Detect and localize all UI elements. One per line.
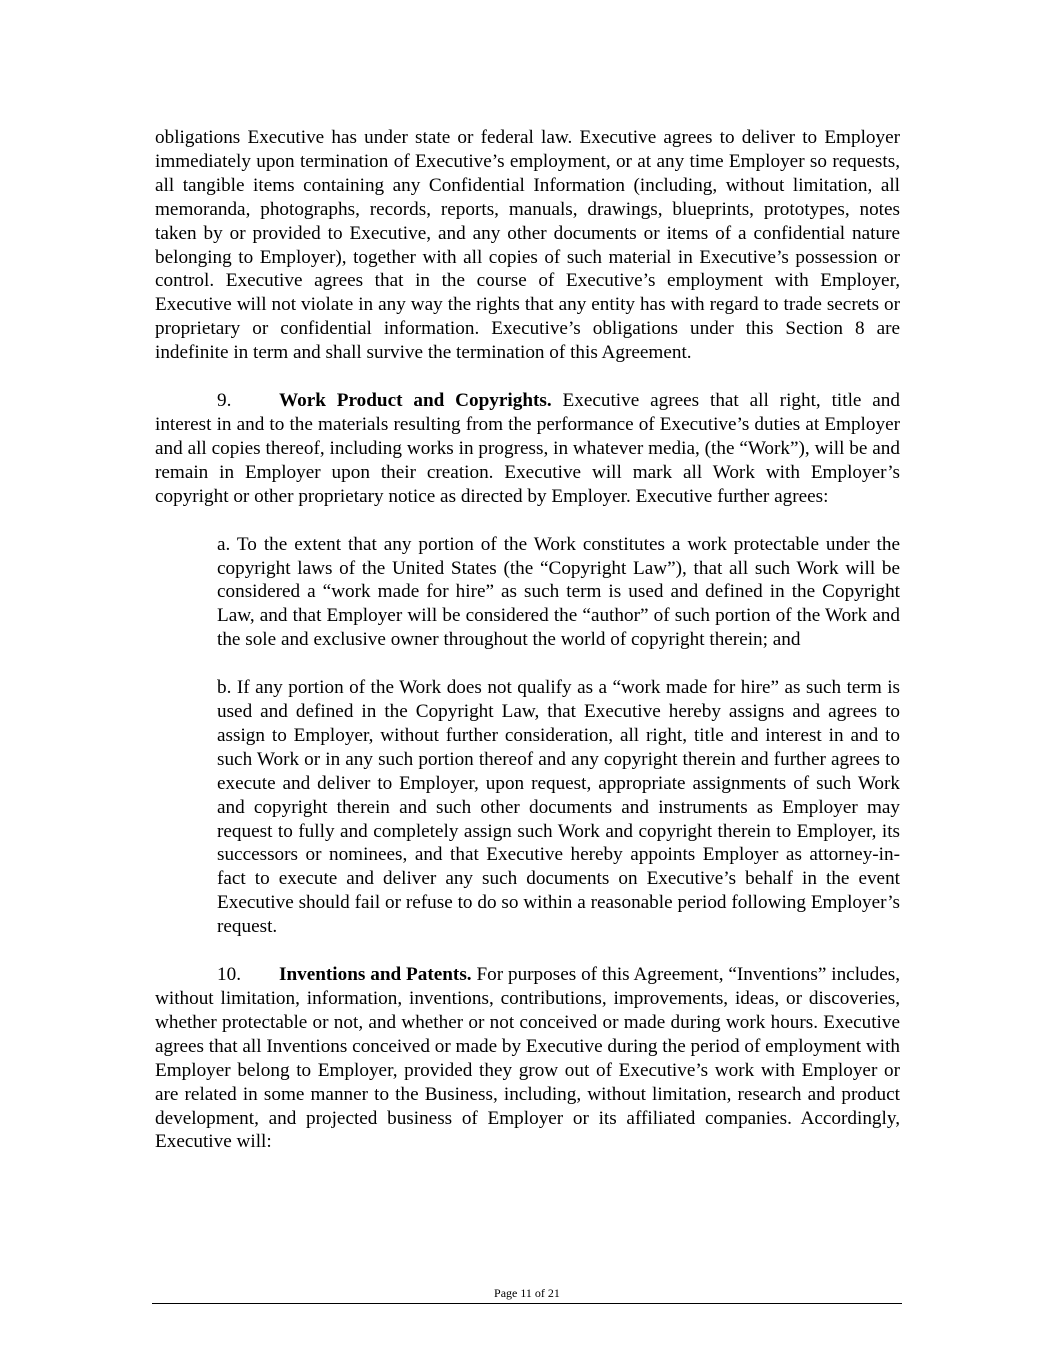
section-10-text: For purposes of this Agreement, “Inventions” includes, without limitation, information, inventions, contributions, improvements, ideas, or discoveries, whether protectable or not, and whether or not conceived or made during work hours. Executive agrees that all Inventions conceived or made by Executive during the period of employment with Employer belong to Employer, provided they grow out of Executive’s work with Employer or are related in some manner to the Business, including, without limitation, research and product development, and projected business of Employer or its affiliated companies. Accordingly, Executive will:: [155, 964, 900, 1153]
section-10-number: 10.: [217, 964, 241, 986]
section-9-text: Executive agrees that all right, title and interest in and to the materials resulting from the performance of Executive’s duties at Employer and all copies thereof, including works in progress, in whatever media, (the “Work”), will be and remain in Employer upon their creation. Executive will mark all Work with Employer’s copyright or other proprietary notice as directed by Employer. Executive further agrees:: [155, 390, 900, 507]
document-body: [155, 126, 900, 1154]
section-9-subparagraph-a: a. To the extent that any portion of the Work constitutes a work protectable under the copyright laws of the United States (the “Copyright Law”), that all such Work will be considered a “work made for hire” as such term is used and defined in the Copyright Law, and that Employer will be considered the “author” of such portion of the Work and the sole and exclusive owner throughout the world of copyright therein; and: [217, 533, 900, 651]
page-number-footer: Page 11 of 21: [494, 1286, 560, 1300]
section-8-continuation-paragraph: obligations Executive has under state or federal law. Executive agrees to deliver to Employer immediately upon termination of Executive’s employment, or at any time Employer so requests, all tangible items containing any Confidential Information (including, without limitation, all memoranda, photographs, records, reports, manuals, drawings, blueprints, prototypes, notes taken by or provided to Executive, and any other documents or items of a confidential nature belonging to Employer), together with all copies of such material in Executive’s possession or control. Executive agrees that in the course of Executive’s employment with Employer, Executive will not violate in any way the rights that any entity has with regard to trade secrets or proprietary or confidential information. Executive’s obligations under this Section 8 are indefinite in term and shall survive the termination of this Agreement.: [155, 127, 900, 364]
section-9-subparagraph-b: b. If any portion of the Work does not qualify as a “work made for hire” as such term is used and defined in the Copyright Law, that Executive hereby assigns and agrees to assign to Employer, without further consideration, all right, title and interest in and to such Work or in any such portion thereof and any copyright therein and further agrees to execute and deliver to Employer, upon request, appropriate assignments of such Work and copyright therein and such other documents and instruments as Employer may request to fully and completely assign such Work and copyright therein to Employer, its successors or nominees, and that Executive hereby appoints Employer as attorney-in-fact to execute and deliver any such documents on Executive’s behalf in the event Executive should fail or refuse to do so within a reasonable period following Employer’s request.: [217, 677, 900, 938]
section-9-title: Work Product and Copyrights.: [279, 390, 552, 412]
section-10-paragraph: [155, 963, 900, 1154]
footer-divider: [152, 1303, 902, 1304]
section-10-title: Inventions and Patents.: [279, 964, 472, 986]
section-9-paragraph: [155, 389, 900, 509]
section-9-number: 9.: [217, 390, 232, 412]
